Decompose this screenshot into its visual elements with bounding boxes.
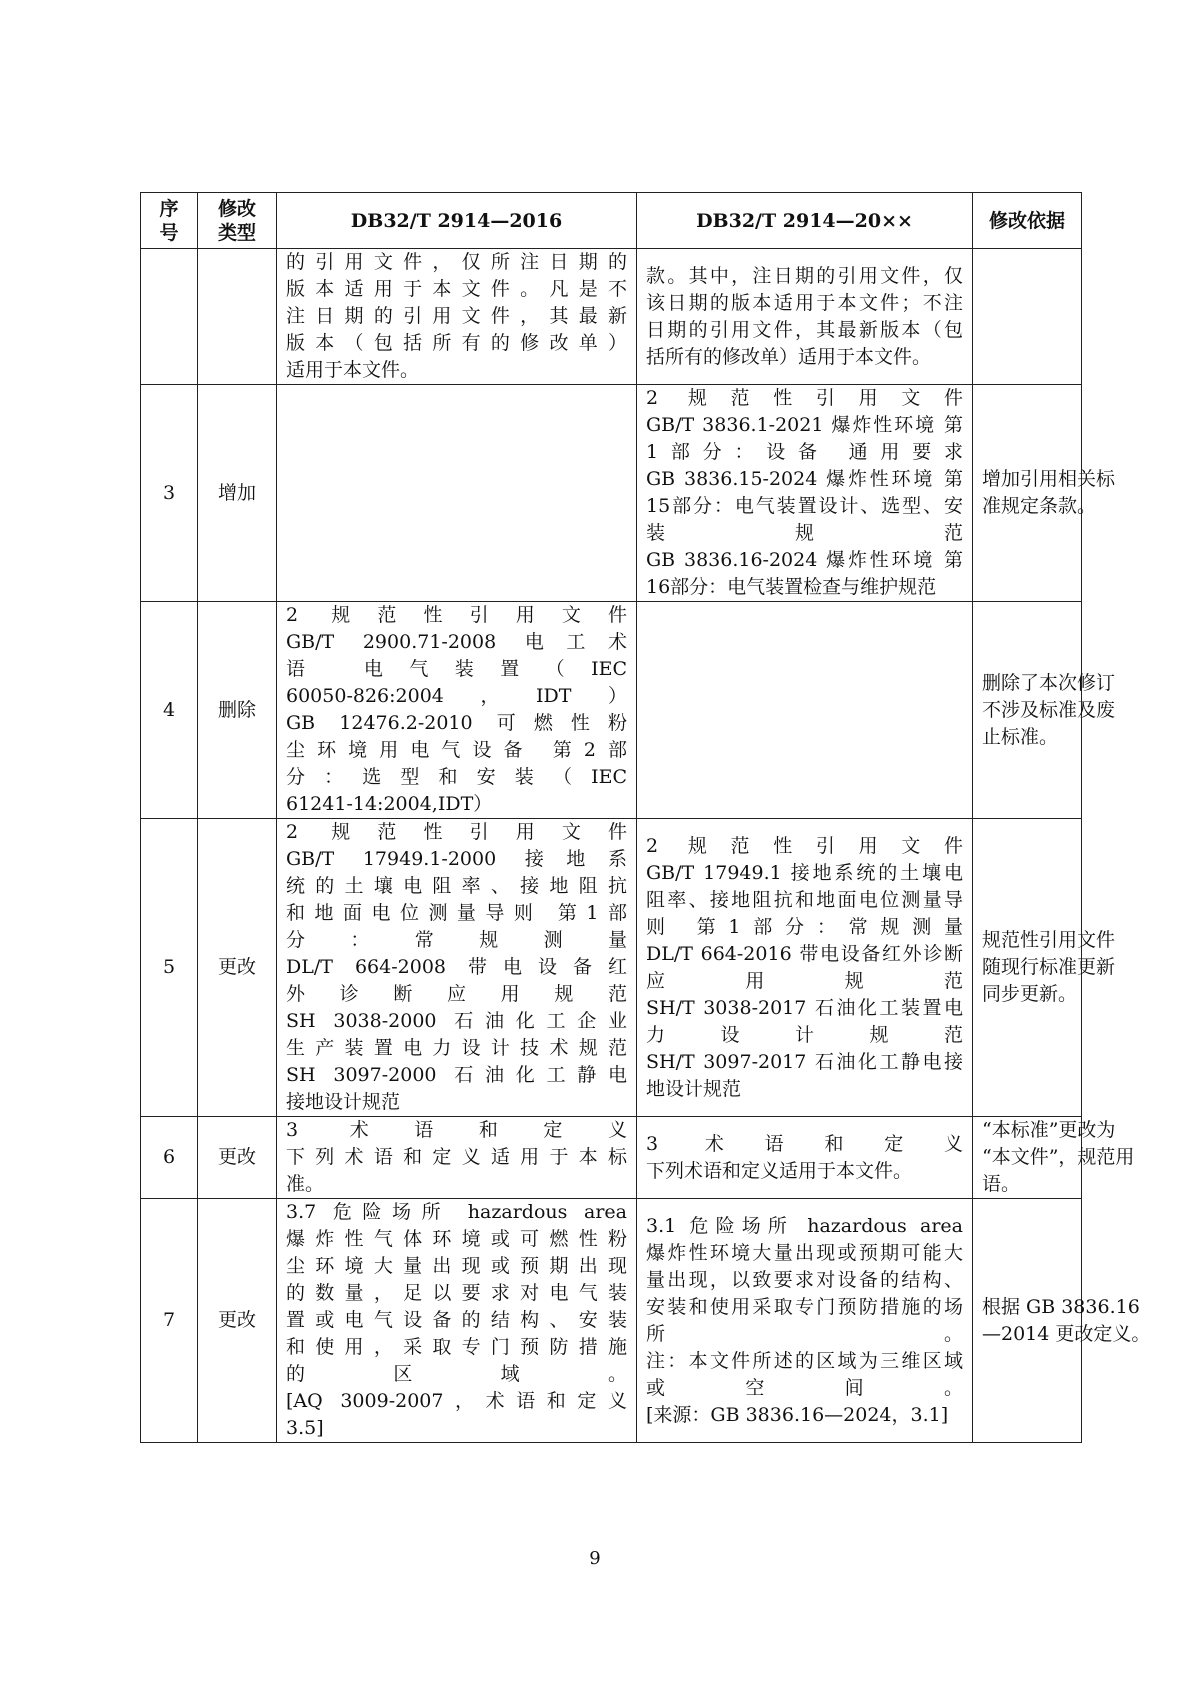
text-line: 的引用文件，仅所注日期的: [286, 251, 627, 273]
text-line: SH/T 3097-2017 石油化工静电接: [646, 1050, 963, 1073]
row-old-cell: [277, 385, 637, 602]
text-line: 括所有的修改单）适用于本文件。: [646, 345, 932, 368]
text-line: 2 规范性引用文件: [286, 604, 627, 626]
text-line: 不涉及标准及废: [982, 698, 1116, 721]
text-line: 下列术语和定义适用于本标: [286, 1146, 627, 1168]
text-line: 应用规范: [646, 969, 963, 992]
text-line: DL/T 664-2008 带电设备红: [286, 956, 627, 978]
text-line: 爆炸性气体环境或可燃性粉: [286, 1228, 627, 1250]
text-line: 准规定条款。: [982, 495, 1097, 517]
row-basis-cell: [973, 819, 1116, 1117]
text-line: 2 规范性引用文件: [286, 821, 627, 843]
row-type-cell: 更改: [198, 1199, 277, 1443]
text-line: 尘环境用电气设备 第2部: [286, 739, 627, 761]
text-line: 所。: [646, 1322, 963, 1345]
header-old-version: DB32/T 2914—2016: [277, 193, 637, 249]
row-type-cell: 增加: [198, 385, 277, 602]
text-line: 3.5]: [286, 1417, 324, 1439]
text-line: “本文件”，规范用: [982, 1146, 1135, 1168]
header-basis: 修改依据: [973, 193, 1082, 249]
text-line: 2 规范性引用文件: [646, 387, 963, 409]
text-line: 和使用，采取专门预防措施: [286, 1336, 627, 1358]
text-line: 接地设计规范: [286, 1091, 401, 1113]
row-seq-cell: 3: [141, 385, 198, 602]
text-line: 下列术语和定义适用于本文件。: [646, 1159, 913, 1182]
text-line: 适用于本文件。: [286, 359, 420, 381]
row-new-cell: [637, 819, 973, 1117]
text-line: 1部分：设备 通用要求: [646, 441, 963, 463]
text-line: 60050-826:2004，IDT）: [286, 685, 627, 707]
table-row: [141, 1117, 1082, 1199]
text-line: 3 术语和定义: [286, 1119, 627, 1141]
text-line: GB/T 17949.1-2000 接地系: [286, 848, 627, 870]
row-seq-cell: 6: [141, 1117, 198, 1199]
text-line: 生产装置电力设计技术规范: [286, 1037, 627, 1059]
text-line: 的区域。: [286, 1363, 627, 1385]
text-line: 或空间。: [646, 1376, 963, 1399]
text-line: 装规范: [646, 522, 963, 544]
row-type-cell: [198, 249, 277, 385]
text-line: 16部分：电气装置检查与维护规范: [646, 576, 937, 598]
text-line: GB/T 17949.1 接地系统的土壤电: [646, 861, 963, 884]
table-row: [141, 385, 1082, 602]
text-line: GB/T 2900.71-2008 电工术: [286, 631, 627, 653]
text-line: 和地面电位测量导则 第1部: [286, 902, 627, 924]
text-line: 2 规范性引用文件: [646, 834, 963, 857]
row-type-cell: 更改: [198, 819, 277, 1117]
header-row: [141, 193, 1082, 249]
text-line: 根据 GB 3836.16: [982, 1295, 1140, 1318]
text-line: 外诊断应用规范: [286, 983, 627, 1005]
row-basis-cell: [973, 1117, 1135, 1199]
text-line: 3 术语和定义: [646, 1132, 963, 1155]
text-line: 置或电气设备的结构、安装: [286, 1309, 627, 1331]
text-line: 尘环境大量出现或预期出现: [286, 1255, 627, 1277]
row-new-cell: [637, 1117, 973, 1199]
text-line: SH 3038-2000 石油化工企业: [286, 1010, 627, 1032]
text-line: 规范性引用文件: [982, 929, 1116, 951]
text-line: 同步更新。: [982, 983, 1078, 1005]
header-type: 修改 类型: [198, 193, 277, 249]
row-basis-cell: [973, 602, 1116, 819]
row-old-cell: [277, 1199, 637, 1443]
table-row: [141, 819, 1082, 1117]
text-line: 15部分：电气装置设计、选型、安: [646, 495, 963, 517]
text-line: 的数量，足以要求对电气装: [286, 1282, 627, 1304]
page-number: 9: [589, 1548, 601, 1569]
text-line: GB/T 3836.1-2021 爆炸性环境 第: [646, 414, 963, 436]
text-line: 语 电气装置（IEC: [286, 658, 627, 680]
text-line: 日期的引用文件，其最新版本（包: [646, 318, 963, 341]
text-line: 地设计规范: [646, 1077, 742, 1100]
text-line: 款。其中，注日期的引用文件，仅: [646, 264, 963, 287]
table-row: [141, 249, 1082, 385]
text-line: 统的土壤电阻率、接地阻抗: [286, 875, 627, 897]
text-line: 分：选型和安装（IEC: [286, 766, 627, 788]
row-old-cell: [277, 819, 637, 1117]
row-new-cell: [637, 1199, 973, 1443]
text-line: 则 第1部分：常规测量: [646, 915, 963, 938]
row-basis-cell: [973, 1199, 1151, 1443]
text-line: 删除了本次修订: [982, 671, 1116, 694]
text-line: DL/T 664-2016 带电设备红外诊断: [646, 942, 963, 965]
text-line: 61241-14:2004,IDT）: [286, 793, 493, 815]
row-seq-cell: [141, 249, 198, 385]
text-line: GB 3836.16-2024 爆炸性环境 第: [646, 549, 963, 571]
text-line: 增加引用相关标: [982, 468, 1116, 490]
header-seq: 序 号: [141, 193, 198, 249]
revision-table: [140, 192, 1151, 1443]
text-line: GB 12476.2-2010 可燃性粉: [286, 712, 627, 734]
row-new-cell: [637, 602, 973, 819]
text-line: [来源：GB 3836.16—2024，3.1]: [646, 1403, 949, 1426]
row-basis-cell: [973, 385, 1116, 602]
text-line: 力设计规范: [646, 1023, 963, 1046]
row-type-cell: 更改: [198, 1117, 277, 1199]
text-line: 注：本文件所述的区域为三维区域: [646, 1349, 963, 1372]
table-row: [141, 1199, 1082, 1443]
row-seq-cell: 4: [141, 602, 198, 819]
row-seq-cell: 7: [141, 1199, 198, 1443]
text-line: 版本（包括所有的修改单）: [286, 332, 627, 354]
row-old-cell: [277, 1117, 637, 1199]
row-old-cell: [277, 249, 637, 385]
row-basis-cell: [973, 249, 1082, 385]
text-line: 3.1 危险场所 hazardous area: [646, 1214, 963, 1237]
text-line: 语。: [982, 1173, 1021, 1195]
row-type-cell: 删除: [198, 602, 277, 819]
row-new-cell: [637, 249, 973, 385]
text-line: 爆炸性环境大量出现或预期可能大: [646, 1241, 963, 1264]
text-line: 注日期的引用文件，其最新: [286, 305, 627, 327]
text-line: SH 3097-2000 石油化工静电: [286, 1064, 627, 1086]
row-old-cell: [277, 602, 637, 819]
table-row: [141, 602, 1082, 819]
text-line: 准。: [286, 1173, 325, 1195]
text-line: 阻率、接地阻抗和地面电位测量导: [646, 888, 963, 911]
text-line: 随现行标准更新: [982, 956, 1116, 978]
table-body: [141, 249, 1151, 1443]
text-line: 量出现，以致要求对设备的结构、: [646, 1268, 963, 1291]
header-new-version: DB32/T 2914—20××: [637, 193, 973, 249]
text-line: [AQ 3009-2007，术语和定义: [286, 1390, 627, 1412]
text-line: 安装和使用采取专门预防措施的场: [646, 1295, 963, 1318]
text-line: GB 3836.15-2024 爆炸性环境 第: [646, 468, 963, 490]
text-line: SH/T 3038-2017 石油化工装置电: [646, 996, 963, 1019]
text-line: 该日期的版本适用于本文件；不注: [646, 291, 963, 314]
text-line: 止标准。: [982, 725, 1059, 748]
text-line: 3.7 危险场所 hazardous area: [286, 1201, 627, 1223]
text-line: 版本适用于本文件。凡是不: [286, 278, 627, 300]
text-line: —2014 更改定义。: [982, 1322, 1151, 1345]
text-line: 分：常规测量: [286, 929, 627, 951]
text-line: “本标准”更改为: [982, 1119, 1116, 1141]
row-new-cell: [637, 385, 973, 602]
row-seq-cell: 5: [141, 819, 198, 1117]
